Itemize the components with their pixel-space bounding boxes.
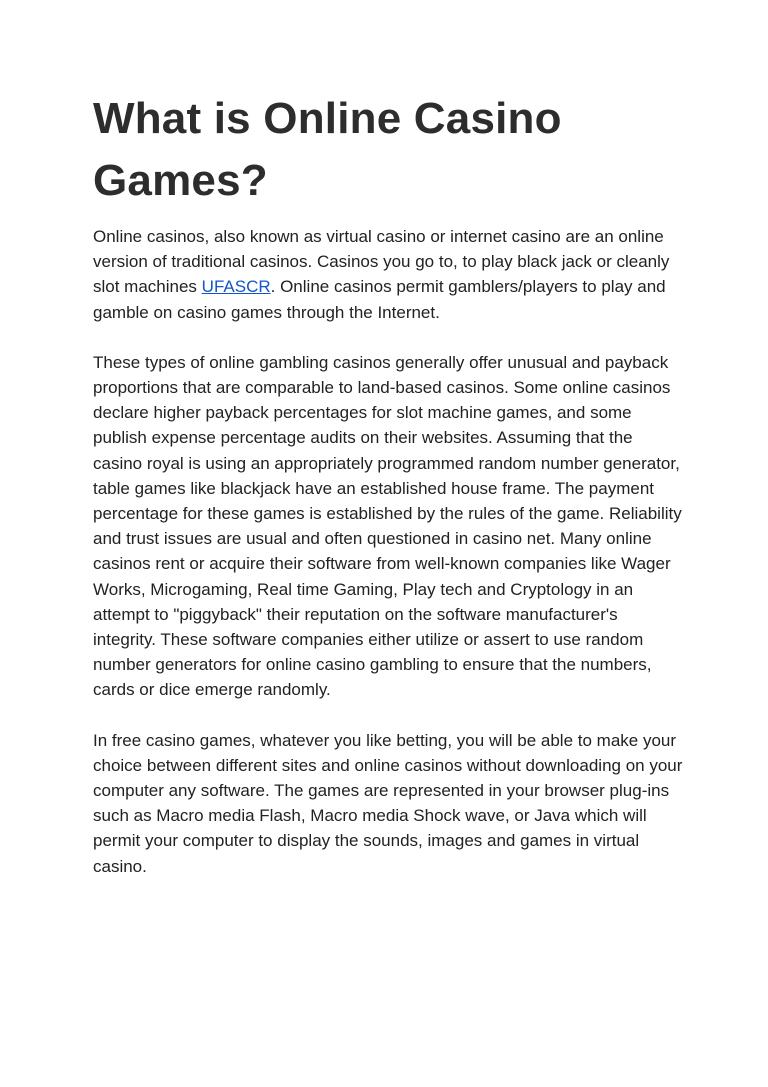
- page-title: What is Online Casino Games?: [93, 94, 562, 205]
- paragraph-payback: These types of online gambling casinos generally offer unusual and payback proportions that are comparable to land-based casinos. Some online casinos declare higher payback percentages for slot machine games, and some publish expense percentage audits on their websites. Assuming that the casino royal is using an appropriately programmed random number generator, table games like blackjack have an established house frame. The payment percentage for these games is established by the rules of the game. Reliability and trust issues are usual and often questioned in casino net. Many online casinos rent or acquire their software from well-known companies like Wager Works, Microgaming, Real time Gaming, Play tech and Cryptology in an attempt to "piggyback" their reputation on the software manufacturer's integrity. These software companies either utilize or assert to use random number generators for online casino gambling to ensure that the numbers, cards or dice emerge randomly.: [93, 352, 682, 700]
- paragraph-intro: [93, 224, 683, 325]
- paragraph-free-games: In free casino games, whatever you like betting, you will be able to make your choice between different sites and online casinos without downloading on your computer any software. The games are represented in your browser plug-ins such as Macro media Flash, Macro media Shock wave, or Java which will permit your computer to display the sounds, images and games in virtual casino.: [93, 730, 683, 876]
- ufascr-link[interactable]: UFASCR: [201, 277, 271, 297]
- paragraph-intro-text-after: . Online casinos permit gamblers/players to play and gamble on casino games through the Internet.: [93, 277, 666, 322]
- document-page: [93, 88, 683, 879]
- paragraph-intro-text-before: Online casinos, also known as virtual casino or internet casino are an online version of traditional casinos. Casinos you go to, to play black jack or cleanly slot machines: [93, 227, 670, 297]
